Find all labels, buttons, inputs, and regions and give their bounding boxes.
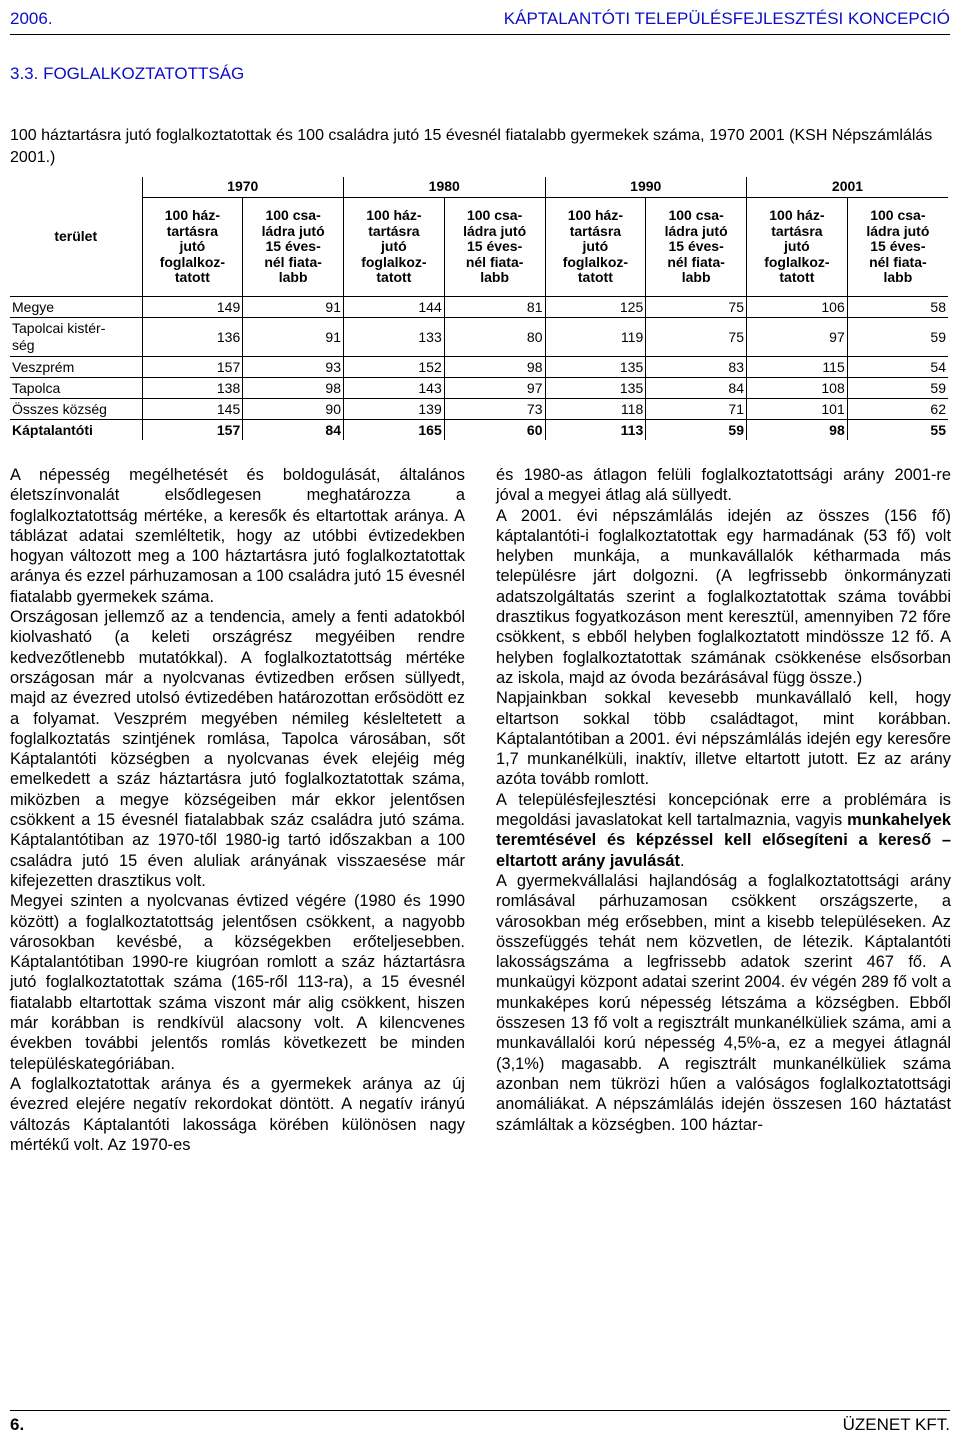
table-cell: 81 (444, 297, 545, 318)
emphasis-text: munkahelyek teremtésével és képzéssel kell elősegíteni a kereső – eltartott arány javulását (496, 811, 951, 870)
households-employed-header: 100 ház- tartásra jutó foglalkoz- tatott (344, 198, 445, 297)
row-label: Káptalantóti (10, 420, 142, 441)
table-cell: 91 (243, 297, 344, 318)
table-cell: 80 (444, 318, 545, 357)
footer-company: ÜZENET KFT. (842, 1415, 950, 1434)
paragraph: A 2001. évi népszámlálás idején az összes (156 fő) káptalantóti-i foglalkoztatottak egy harmadának (53 fő) volt helyben munkája, a munkavállalók kétharmada más településre járt dolgozni. (A legfrissebb önkormányzati adatszolgáltatás szerint a foglalkoztatottak száma további drasztikus fogyatkozáson ment keresztül, amennyiben 72 főre csökkent, s ebből helyben foglalkoztatott mindössze 12 fő. A helyben foglalkoztatottak számának csökkenése elsősorban az iskola, majd az óvoda bezárásával függ össze.) (496, 506, 951, 687)
section-title: 3.3. FOGLALKOZTATOTTSÁG (10, 64, 245, 83)
table-cell: 101 (747, 399, 848, 420)
table-cell: 75 (646, 297, 747, 318)
paragraph: Országosan jellemző az a tendencia, amely a fenti adatokból kiolvasható (a keleti országrész megyéiben rendre kedvezőtlenebb mutatókkal). A foglalkoztatottság mértéke országosan már a nyolcvanas évtizedben erősen süllyedt, majd az évezred utolsó évtizedében határozottan erősödött ez a folyamat. Veszprém megyében némileg késleltetett a foglalkoztatás szintjének romlása, Tapolca városában, sőt Káptalantóti községben a nyolcvanas évek elejéig még emelkedett a száz háztartásra jutó foglalkoztatottak száma, miközben a megye községeiben már ekkor jelentősen csökkent a 15 évesnél fiatalabbak száz családra jutó száma. Káptalantótiban az 1970-től 1980-ig tartó időszakban a 100 családra jutó 15 éven aluliak arányának visszaesése már kifejezetten drasztikus volt. (10, 608, 465, 890)
paragraph: A foglalkoztatottak aránya és a gyermekek aránya az új évezred elejére negatív rekordokat döntött. A negatív irányú változás Káptalantóti lakossága körében különösen nagy mértékű volt. Az 1970-es (10, 1074, 465, 1154)
children-under-15-header: 100 csa- ládra jutó 15 éves- nél fiata- labb (646, 198, 747, 297)
table-cell: 165 (344, 420, 445, 441)
paragraph (496, 790, 951, 871)
row-label: Tapolca (10, 378, 142, 399)
row-label: Megye (10, 297, 142, 318)
children-under-15-header: 100 csa- ládra jutó 15 éves- nél fiata- labb (847, 198, 948, 297)
children-under-15-header: 100 csa- ládra jutó 15 éves- nél fiata- labb (444, 198, 545, 297)
page-footer (10, 1410, 950, 1439)
table-row (10, 399, 948, 420)
households-employed-header: 100 ház- tartásra jutó foglalkoz- tatott (747, 198, 848, 297)
table-cell: 157 (142, 420, 243, 441)
table-cell: 115 (747, 357, 848, 378)
table-cell: 98 (747, 420, 848, 441)
table-caption: 100 háztartásra jutó foglalkoztatottak és 100 családra jutó 15 évesnél fiatalabb gyermekek száma, 1970 2001 (KSH Népszámlálás 2001.) (10, 127, 933, 166)
paragraph: Napjainkban sokkal kevesebb munkavállaló kell, hogy eltartson sokkal több családtagot, mint korábban. Káptalantótiban a 2001. évi népszámlálás idején egy keresőre 1,7 munkanélküli, inaktív, illetve eltartott jutott. Ez az arány azóta tovább romlott. (496, 689, 951, 789)
table-row (10, 297, 948, 318)
table-cell: 98 (243, 378, 344, 399)
table-cell: 152 (344, 357, 445, 378)
table-cell: 135 (545, 357, 646, 378)
table-cell: 118 (545, 399, 646, 420)
table-cell: 119 (545, 318, 646, 357)
header-title: KÁPTALANTÓTI TELEPÜLÉSFEJLESZTÉSI KONCEPCIÓ (503, 9, 950, 28)
paragraph: A gyermekvállalási hajlandóság a foglalkoztatottsági arány romlásával párhuzamosan csökkent országszerte, a városokban még erősebben, mint a kisebb településeken. Az összefüggés tehát nem közvetlen, de létezik. Káptalantóti lakosságszáma a legfrissebb adatok szerint 467 fő. A munkaügyi központ adatai szerint 2004. év végén 289 fő volt a munkaképes korú népesség létszáma a községben. Ebből összesen 13 fő volt a regisztrált munkanélküliek száma, ami a munkavállalói korú népesség 4,5%-a, ez a megyei átlagnál (3,1%) magasabb. A regisztrált munkanélküliek száma azonban nem tükrözi hűen a valóságos foglalkoztatottsági anomáliákat. A népszámlálás idején összesen 160 háztatást számláltak a községben. 100 háztar- (496, 871, 951, 1134)
table-cell: 97 (444, 378, 545, 399)
table-cell: 93 (243, 357, 344, 378)
page-number: 6. (10, 1415, 25, 1434)
paragraph-text: . (680, 851, 685, 870)
table-cell: 71 (646, 399, 747, 420)
table-cell: 58 (847, 297, 948, 318)
table-cell: 113 (545, 420, 646, 441)
table-cell: 125 (545, 297, 646, 318)
year-header: 1970 (142, 177, 344, 198)
table-cell: 84 (243, 420, 344, 441)
year-header: 2001 (747, 177, 949, 198)
children-under-15-header: 100 csa- ládra jutó 15 éves- nél fiata- labb (243, 198, 344, 297)
paragraph: A népesség megélhetését és boldogulását, általános életszínvonalát elsődlegesen meghatározza a foglalkoztatottság mértéke, a keresők és eltartottak aránya. A táblázat adatai szemléltetik, hogy az utóbbi évtizedekben hogyan változott meg a 100 háztartásra jutó foglalkoztatottak aránya és ezzel párhuzamosan a 100 családra jutó 15 évesnél fiatalabb gyermekek száma. (10, 466, 465, 606)
table-cell: 91 (243, 318, 344, 357)
table-cell: 145 (142, 399, 243, 420)
employment-table (10, 177, 948, 440)
table-cell: 138 (142, 378, 243, 399)
table-row (10, 420, 948, 441)
area-header: terület (10, 177, 142, 297)
table-cell: 135 (545, 378, 646, 399)
table-row (10, 357, 948, 378)
table-cell: 59 (646, 420, 747, 441)
table-cell: 143 (344, 378, 445, 399)
table-cell: 73 (444, 399, 545, 420)
table-cell: 59 (847, 378, 948, 399)
table-cell: 144 (344, 297, 445, 318)
page-header (10, 4, 950, 35)
paragraph: és 1980-as átlagon felüli foglalkoztatottsági arány 2001-re jóval a megyei átlag alá süllyedt. (496, 466, 951, 505)
table-row (10, 378, 948, 399)
table-cell: 106 (747, 297, 848, 318)
paragraph-text: A településfejlesztési koncepciónak erre a problémára is megoldási javaslatokat kell tartalmaznia, vagyis (496, 790, 951, 830)
right-column (496, 465, 951, 1135)
households-employed-header: 100 ház- tartásra jutó foglalkoz- tatott (545, 198, 646, 297)
year-header: 1990 (545, 177, 747, 198)
table-cell: 133 (344, 318, 445, 357)
header-year: 2006. (10, 9, 53, 28)
table-cell: 149 (142, 297, 243, 318)
row-label: Összes község (10, 399, 142, 420)
households-employed-header: 100 ház- tartásra jutó foglalkoz- tatott (142, 198, 243, 297)
table-cell: 84 (646, 378, 747, 399)
table-cell: 83 (646, 357, 747, 378)
table-cell: 157 (142, 357, 243, 378)
row-label: Tapolcai kistér- ség (10, 318, 142, 357)
table-cell: 60 (444, 420, 545, 441)
left-column (10, 465, 465, 1155)
row-label: Veszprém (10, 357, 142, 378)
table-cell: 108 (747, 378, 848, 399)
table-cell: 62 (847, 399, 948, 420)
table-cell: 54 (847, 357, 948, 378)
year-header: 1980 (344, 177, 546, 198)
table-cell: 55 (847, 420, 948, 441)
table-cell: 139 (344, 399, 445, 420)
table-cell: 136 (142, 318, 243, 357)
table-row (10, 318, 948, 357)
paragraph: Megyei szinten a nyolcvanas évtized végére (1980 és 1990 között) a foglalkoztatottság jelentősen csökkent, a nagyobb városokban kevésbé, a községekben erőteljesebben. Káptalantótiban 1990-re kiugróan romlott a száz háztartásra jutó foglalkoztatottak száma (165-ről 113-ra), a 15 évesnél fiatalabb eltartottak száma viszont már alig csökkent, hiszen már korábban is rendkívül alacsony volt. A kilencvenes években további jelentős romlás következett be minden településkategóriában. (10, 892, 465, 1073)
table-cell: 59 (847, 318, 948, 357)
table-cell: 98 (444, 357, 545, 378)
table-cell: 97 (747, 318, 848, 357)
table-cell: 90 (243, 399, 344, 420)
table-cell: 75 (646, 318, 747, 357)
